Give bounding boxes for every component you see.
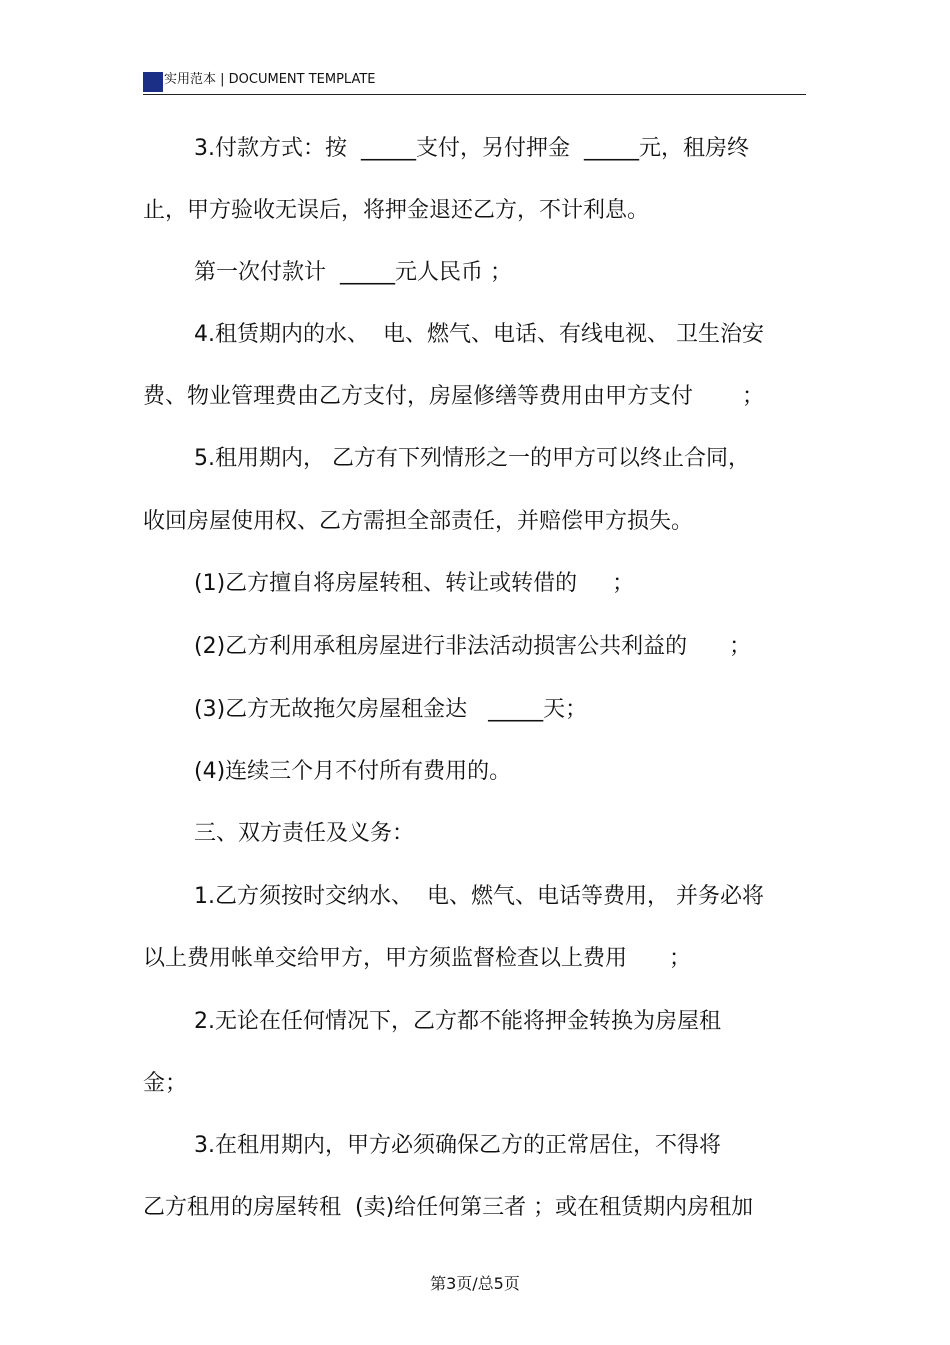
paragraph-line: 乙方租用的房屋转租 (卖)给任何第三者 ；或在租赁期内房租加 — [143, 1195, 754, 1220]
paragraph-line: 4.租赁期内的水、 电、燃气、电话、有线电视、 卫生治安 — [194, 322, 764, 347]
paragraph-line: 止，甲方验收无误后，将押金退还乙方，不计利息。 — [143, 198, 650, 223]
paragraph-line: 费、物业管理费由乙方支付，房屋修缮等费用由甲方支付 ； — [143, 384, 764, 409]
paragraph-line: 5.租用期内， 乙方有下列情形之一的甲方可以终止合同， — [194, 446, 750, 471]
header-title: 实用范本 | DOCUMENT TEMPLATE — [164, 72, 376, 87]
paragraph-line: 3.付款方式：按 _____支付，另付押金 _____元，租房终 — [194, 136, 749, 161]
paragraph-line: 3.在租用期内，甲方必须确保乙方的正常居住，不得将 — [194, 1133, 721, 1158]
paragraph-line: (2)乙方利用承租房屋进行非法活动损害公共利益的 ； — [194, 634, 752, 659]
paragraph-line: (3)乙方无故拖欠房屋租金达 _____天； — [194, 697, 588, 722]
section-heading: 三、双方责任及义务： — [194, 821, 415, 846]
paragraph-line: 1.乙方须按时交纳水、 电、燃气、电话等费用， 并务必将 — [194, 884, 764, 909]
paragraph-line: (1)乙方擅自将房屋转租、转让或转借的 ； — [194, 571, 635, 596]
paragraph-line: 金； — [143, 1071, 188, 1096]
paragraph-line: 第一次付款计 _____元人民币 ； — [194, 260, 512, 285]
paragraph-line: 2.无论在任何情况下，乙方都不能将押金转换为房屋租 — [194, 1009, 721, 1034]
document-logo-icon — [143, 72, 163, 92]
paragraph-line: 收回房屋使用权、乙方需担全部责任，并赔偿甲方损失。 — [143, 509, 694, 534]
page-number: 第3页/总5页 — [430, 1274, 520, 1293]
paragraph-line: 以上费用帐单交给甲方，甲方须监督检查以上费用 ； — [143, 946, 691, 971]
page-header — [143, 70, 806, 95]
paragraph-line: (4)连续三个月不付所有费用的。 — [194, 759, 512, 784]
